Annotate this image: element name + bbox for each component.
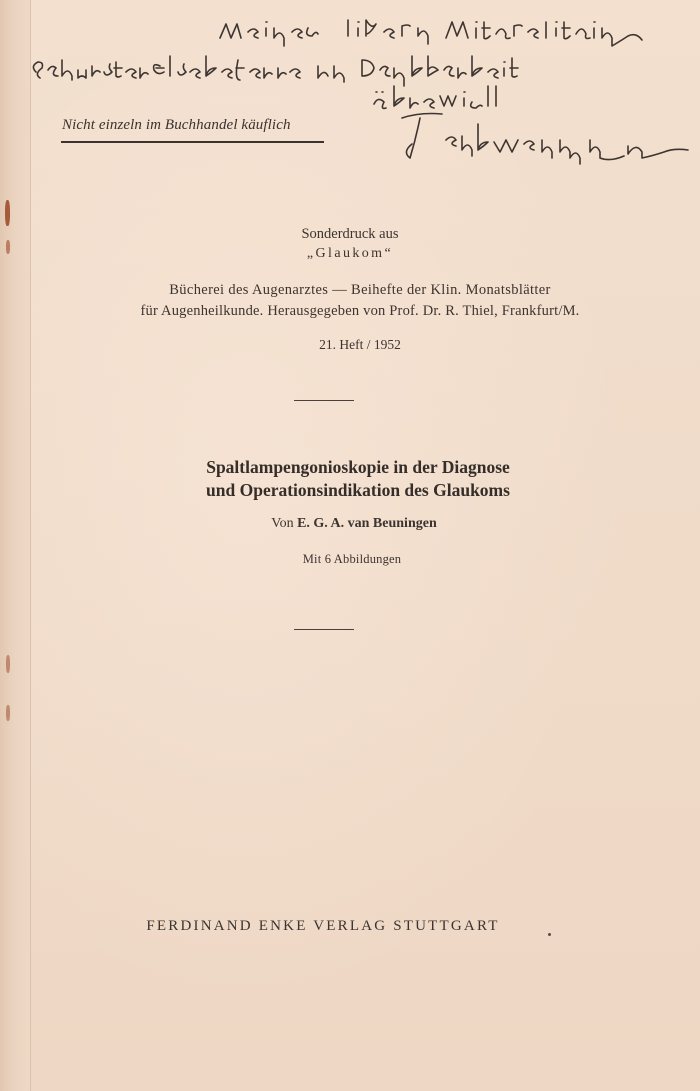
issue-number: 21. Heft / 1952 — [319, 337, 401, 352]
author-name: E. G. A. van Beuningen — [297, 516, 437, 531]
separator-rule — [294, 629, 354, 630]
separator-rule — [294, 400, 354, 401]
notice-underline — [61, 141, 324, 143]
offprint-label: Sonderdruck aus — [301, 226, 399, 242]
sales-notice: Nicht einzeln im Buchhandel käuflich — [62, 117, 291, 133]
series-line-2: für Augenheilkunde. Herausgegeben von Prof. Dr. R. Thiel, Frankfurt/M. — [140, 303, 580, 319]
stain-mark — [5, 200, 10, 226]
series-line-1: Bücherei des Augenarztes — Beihefte der Klin. Monatsblätter — [169, 282, 551, 298]
figures-note: Mit 6 Abbildungen — [302, 552, 402, 566]
handwritten-dedication — [0, 0, 700, 180]
author-prefix: Von — [271, 516, 294, 531]
ink-fleck — [548, 933, 551, 936]
publisher-imprint: FERDINAND ENKE VERLAG STUTTGART — [146, 918, 500, 934]
title-line-2: und Operationsindikation des Glaukoms — [206, 480, 510, 500]
stain-mark — [6, 655, 10, 673]
title-line-1: Spaltlampengonioskopie in der Diagnose — [206, 457, 510, 477]
author-line — [4, 516, 700, 532]
offprint-source: „Glaukom“ — [306, 246, 394, 261]
stain-mark — [6, 705, 10, 721]
